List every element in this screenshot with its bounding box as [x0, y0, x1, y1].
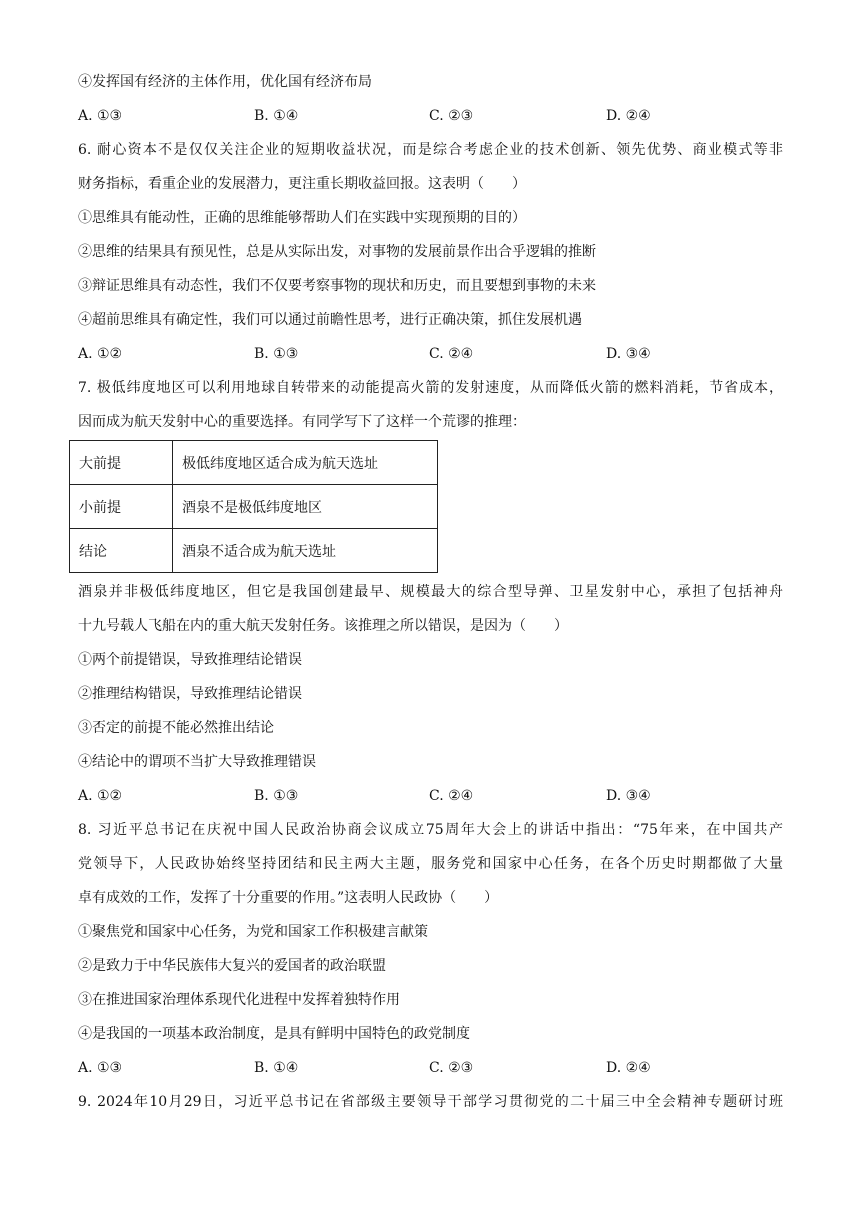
q5-option-c: C. ②③	[429, 108, 474, 124]
q8-options	[78, 1058, 783, 1078]
q5-item-4: ④发挥国有经济的主体作用，优化国有经济布局	[78, 74, 372, 90]
q6-item-4: ④超前思维具有确定性，我们可以通过前瞻性思考，进行正确决策，抓住发展机遇	[78, 312, 582, 328]
q6-item-2: ②思维的结果具有预见性，总是从实际出发，对事物的发展前景作出合乎逻辑的推断	[78, 244, 596, 260]
q8-item-3: ③在推进国家治理体系现代化进程中发挥着独特作用	[78, 992, 400, 1008]
q5-option-d: D. ②④	[606, 108, 651, 124]
table-cell-conclusion-label: 结论	[70, 529, 173, 573]
q8-item-4: ④是我国的一项基本政治制度，是具有鲜明中国特色的政党制度	[78, 1026, 470, 1042]
q7-option-d: D. ③④	[606, 788, 651, 804]
table-cell-major-premise: 极低纬度地区适合成为航天选址	[173, 441, 438, 485]
q7-item-3: ③否定的前提不能必然推出结论	[78, 720, 274, 736]
q6-options	[78, 344, 783, 364]
q7-option-a: A. ①②	[78, 788, 123, 804]
q8-stem-line-1: 8. 习近平总书记在庆祝中国人民政治协商会议成立75周年大会上的讲话中指出：“75年来，在中国共产	[78, 822, 783, 838]
q8-stem-line-3: 卓有成效的工作，发挥了十分重要的作用。”这表明人民政协（ ）	[78, 890, 499, 906]
q6-option-b: B. ①③	[254, 346, 299, 362]
table-cell-minor-premise-label: 小前提	[70, 485, 173, 529]
q6-option-d: D. ③④	[606, 346, 651, 362]
q7-item-4: ④结论中的谓项不当扩大导致推理错误	[78, 754, 316, 770]
q7-stem-line-1: 7. 极低纬度地区可以利用地球自转带来的动能提高火箭的发射速度，从而降低火箭的燃料消耗，节省成本，	[78, 380, 783, 396]
q6-item-1: ①思维具有能动性，正确的思维能够帮助人们在实践中实现预期的目的）	[78, 210, 526, 226]
q9-stem-line-1: 9. 2024年10月29日，习近平总书记在省部级主要领导干部学习贯彻党的二十届三中全会精神专题研讨班	[78, 1094, 783, 1110]
q7-stem-line-2: 因而成为航天发射中心的重要选择。有同学写下了这样一个荒谬的推理：	[78, 414, 526, 430]
q8-option-b: B. ①④	[254, 1060, 299, 1076]
q6-option-a: A. ①②	[78, 346, 123, 362]
q8-item-2: ②是致力于中华民族伟大复兴的爱国者的政治联盟	[78, 958, 386, 974]
table-row	[70, 485, 438, 529]
q7-option-c: C. ②④	[429, 788, 474, 804]
q7-after-line-2: 十九号载人飞船在内的重大航天发射任务。该推理之所以错误，是因为（ ）	[78, 618, 568, 634]
q7-option-b: B. ①③	[254, 788, 299, 804]
q5-option-b: B. ①④	[254, 108, 299, 124]
table-row	[70, 529, 438, 573]
q6-stem-line-1: 6. 耐心资本不是仅仅关注企业的短期收益状况，而是综合考虑企业的技术创新、领先优势、商业模式等非	[78, 142, 783, 158]
q7-item-1: ①两个前提错误，导致推理结论错误	[78, 652, 302, 668]
table-cell-conclusion: 酒泉不适合成为航天选址	[173, 529, 438, 573]
syllogism-table	[69, 440, 438, 573]
table-cell-major-premise-label: 大前提	[70, 441, 173, 485]
q8-option-a: A. ①③	[78, 1060, 123, 1076]
q7-options	[78, 786, 783, 806]
q7-after-line-1: 酒泉并非极低纬度地区，但它是我国创建最早、规模最大的综合型导弹、卫星发射中心，承担了包括神舟	[78, 584, 783, 600]
q7-item-2: ②推理结构错误，导致推理结论错误	[78, 686, 302, 702]
table-row	[70, 441, 438, 485]
q6-option-c: C. ②④	[429, 346, 474, 362]
q5-option-a: A. ①③	[78, 108, 123, 124]
q6-item-3: ③辩证思维具有动态性，我们不仅要考察事物的现状和历史，而且要想到事物的未来	[78, 278, 596, 294]
q8-option-c: C. ②③	[429, 1060, 474, 1076]
q8-option-d: D. ②④	[606, 1060, 651, 1076]
q8-item-1: ①聚焦党和国家中心任务，为党和国家工作积极建言献策	[78, 924, 428, 940]
q8-stem-line-2: 党领导下，人民政协始终坚持团结和民主两大主题，服务党和国家中心任务，在各个历史时期都做了大量	[78, 856, 783, 872]
q6-stem-line-2: 财务指标，看重企业的发展潜力，更注重长期收益回报。这表明（ ）	[78, 176, 526, 192]
q5-options	[78, 106, 783, 126]
table-cell-minor-premise: 酒泉不是极低纬度地区	[173, 485, 438, 529]
